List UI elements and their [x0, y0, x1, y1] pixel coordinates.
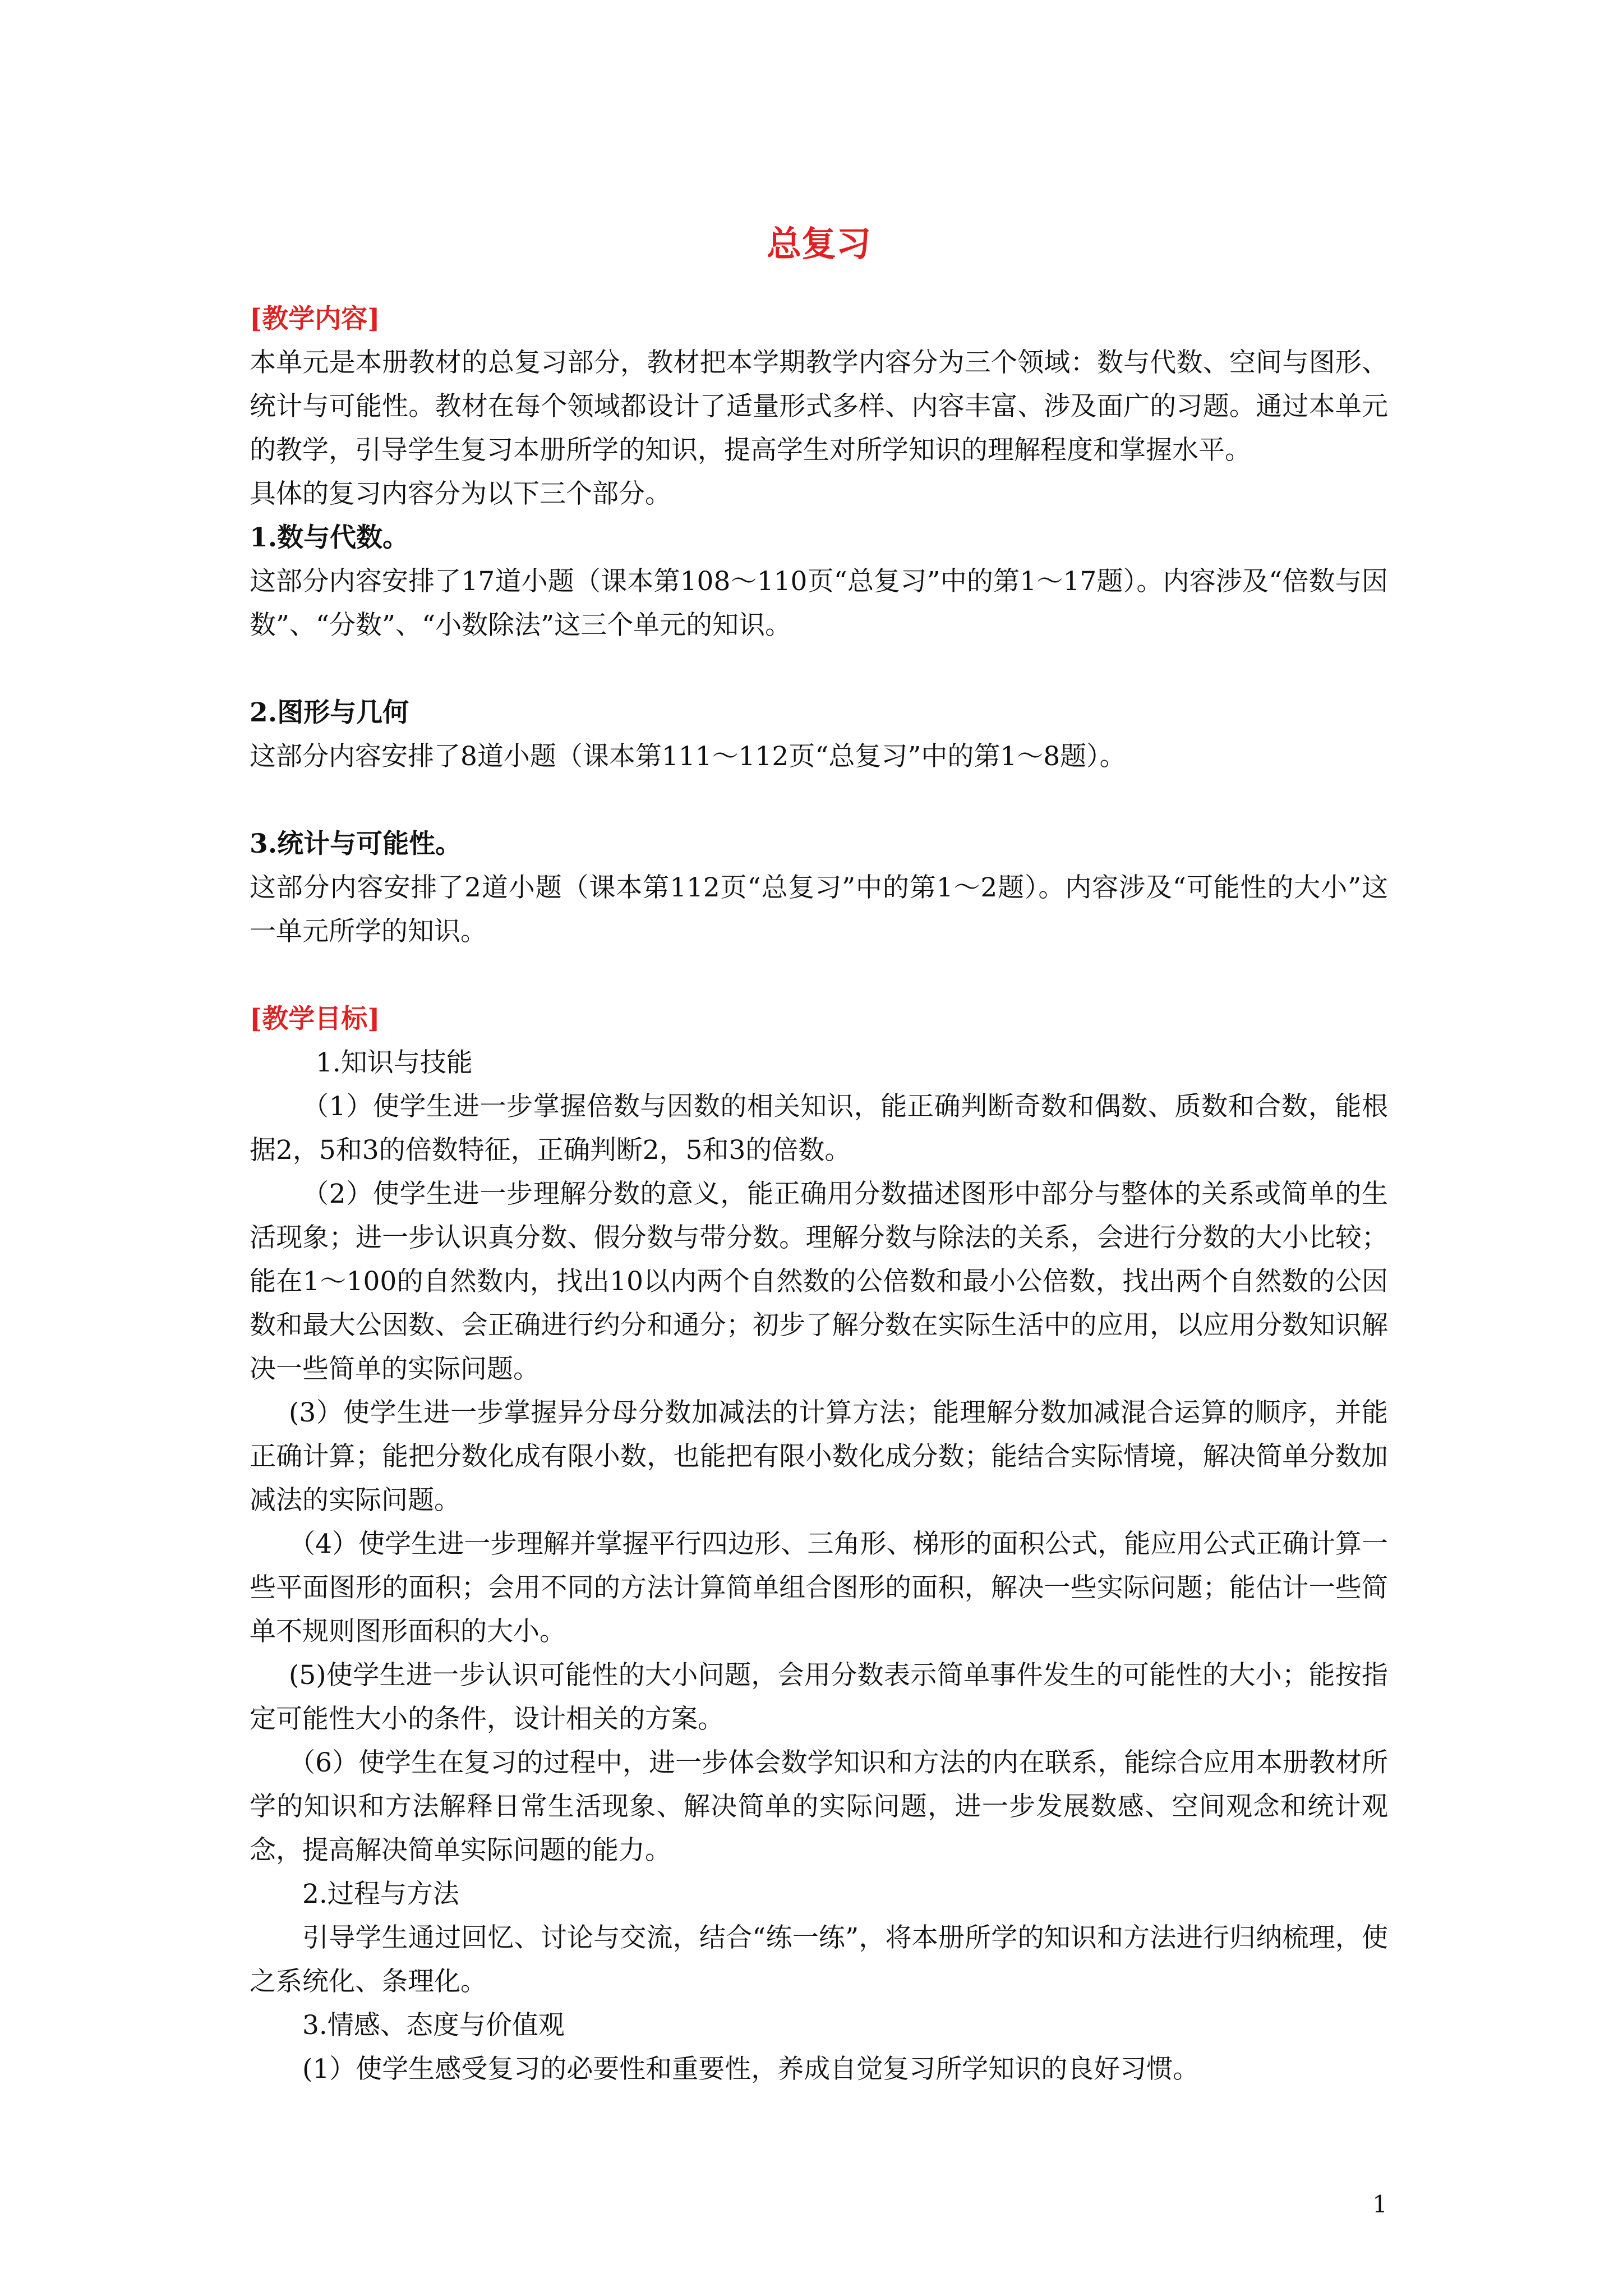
spacer — [250, 954, 1388, 997]
goal-item-knowledge-1: （1）使学生进一步掌握倍数与因数的相关知识，能正确判断奇数和偶数、质数和合数，能根据2，5和3的倍数特征，正确判断2，5和3的倍数。 — [250, 1091, 1388, 1166]
content-intro-paragraph: 本单元是本册教材的总复习部分，教材把本学期教学内容分为三个领域：数与代数、空间与图形、统计与可能性。教材在每个领域都设计了适量形式多样、内容丰富、涉及面广的习题。通过本单元的教学，引导学生复习本册所学的知识，提高学生对所学知识的理解程度和掌握水平。 — [250, 347, 1388, 466]
part-text-geometry: 这部分内容安排了8道小题（课本第111～112页“总复习”中的第1～8题）。 — [250, 741, 1126, 772]
goal-heading-knowledge: 1.知识与技能 — [316, 1047, 473, 1078]
part-heading-number-algebra: 1.数与代数。 — [250, 522, 409, 553]
spacer — [250, 779, 1388, 822]
goal-text-process: 引导学生通过回忆、讨论与交流，结合“练一练”，将本册所学的知识和方法进行归纳梳理，使之系统化、条理化。 — [250, 1922, 1388, 1997]
section-teaching-goals — [250, 997, 1388, 2091]
spacer — [250, 647, 1388, 691]
section-heading-goals: [教学目标] — [250, 1004, 380, 1034]
goal-item-knowledge-5: (5)使学生进一步认识可能性的大小问题，会用分数表示简单事件发生的可能性的大小；能按指定可能性大小的条件，设计相关的方案。 — [250, 1660, 1388, 1734]
section-teaching-content — [250, 297, 1388, 997]
part-text-number-algebra: 这部分内容安排了17道小题（课本第108～110页“总复习”中的第1～17题）。内容涉及“倍数与因数”、“分数”、“小数除法”这三个单元的知识。 — [250, 566, 1388, 641]
document-page — [250, 213, 1388, 2091]
goal-heading-emotion: 3.情感、态度与价值观 — [302, 2010, 565, 2041]
section-heading-content: [教学内容] — [250, 303, 380, 334]
part-heading-statistics: 3.统计与可能性。 — [250, 829, 462, 859]
goal-item-knowledge-6: （6）使学生在复习的过程中，进一步体会数学知识和方法的内在联系，能综合应用本册教材所学的知识和方法解释日常生活现象、解决简单的实际问题，进一步发展数感、空间观念和统计观念，提高解决简单实际问题的能力。 — [250, 1747, 1388, 1866]
goal-item-emotion-1: (1）使学生感受复习的必要性和重要性，养成自觉复习所学知识的良好习惯。 — [302, 2054, 1200, 2085]
goal-heading-process: 2.过程与方法 — [302, 1879, 459, 1910]
part-heading-geometry: 2.图形与几何 — [250, 697, 409, 728]
content-intro-paragraph-2: 具体的复习内容分为以下三个部分。 — [250, 478, 671, 509]
goal-item-knowledge-4: （4）使学生进一步理解并掌握平行四边形、三角形、梯形的面积公式，能应用公式正确计算一些平面图形的面积；会用不同的方法计算简单组合图形的面积，解决一些实际问题；能估计一些简单不规则图形面积的大小。 — [250, 1529, 1388, 1647]
goal-item-knowledge-3: (3）使学生进一步掌握异分母分数加减法的计算方法；能理解分数加减混合运算的顺序，并能正确计算；能把分数化成有限小数，也能把有限小数化成分数；能结合实际情境，解决简单分数加减法的实际问题。 — [250, 1397, 1388, 1516]
page-number: 1 — [1372, 2191, 1387, 2218]
goal-item-knowledge-2: （2）使学生进一步理解分数的意义，能正确用分数描述图形中部分与整体的关系或简单的生活现象；进一步认识真分数、假分数与带分数。理解分数与除法的关系，会进行分数的大小比较；能在1～100的自然数内，找出10以内两个自然数的公倍数和最小公倍数，找出两个自然数的公因数和最大公因数、会正确进行约分和通分；初步了解分数在实际生活中的应用，以应用分数知识解决一些简单的实际问题。 — [250, 1179, 1388, 1384]
document-title: 总复习 — [766, 223, 871, 264]
part-text-statistics: 这部分内容安排了2道小题（课本第112页“总复习”中的第1～2题）。内容涉及“可能性的大小”这一单元所学的知识。 — [250, 872, 1388, 947]
